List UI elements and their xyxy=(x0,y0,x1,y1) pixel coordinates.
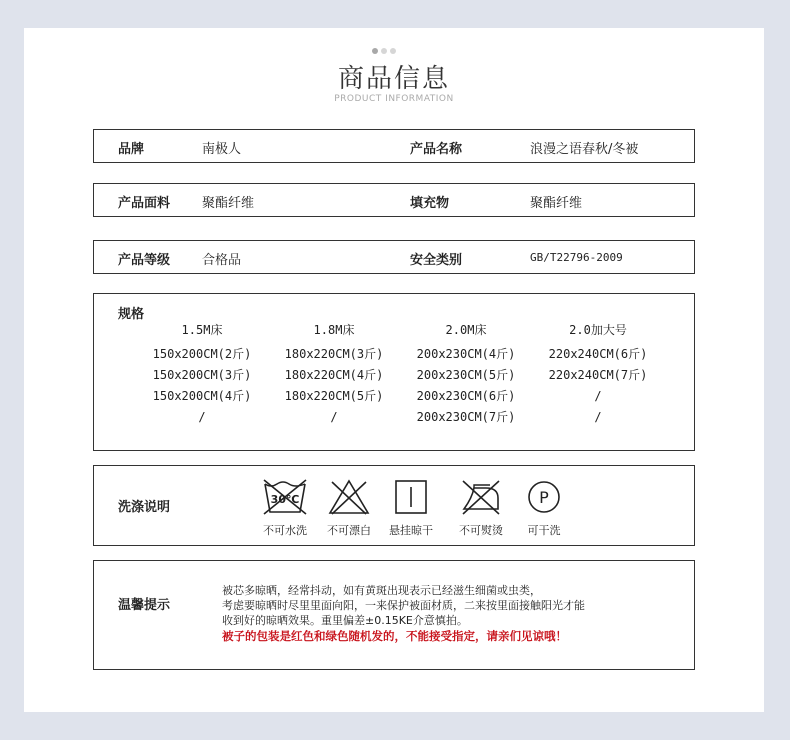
product-name-label: 产品名称 xyxy=(410,142,463,157)
wash-item xyxy=(318,478,380,538)
wash-item xyxy=(513,478,575,538)
spec-cell: / xyxy=(594,410,602,424)
carousel-dot[interactable] xyxy=(381,48,387,54)
filling-label: 填充物 xyxy=(410,196,450,211)
product-info-card xyxy=(24,28,764,712)
wash-label: 悬挂晾干 xyxy=(389,524,433,537)
wash-item xyxy=(450,478,512,538)
spec-column-2-0m xyxy=(396,345,536,429)
fabric-label: 产品面料 xyxy=(118,196,171,211)
spec-cell: / xyxy=(198,410,206,424)
tips-label: 温馨提示 xyxy=(118,598,171,613)
spec-cell: 150x200CM(2斤) xyxy=(152,347,252,361)
fabric-value: 聚酯纤维 xyxy=(202,196,255,211)
spec-cell: 150x200CM(3斤) xyxy=(152,368,252,382)
carousel-dot[interactable] xyxy=(372,48,378,54)
tip-line: 考虑要晾晒时尽里里面向阳，一来保护被面材质，二来按里面接触阳光才能 xyxy=(222,599,585,612)
wash-item xyxy=(254,478,316,538)
no-machine-wash-30c-icon xyxy=(262,478,308,516)
info-row-grade xyxy=(93,240,695,274)
no-iron-icon xyxy=(458,478,504,516)
spec-label: 规格 xyxy=(118,307,145,322)
product-name-value: 浪漫之语春秋/冬被 xyxy=(530,142,639,157)
carousel-dot[interactable] xyxy=(390,48,396,54)
spec-column-1-5m xyxy=(132,345,272,429)
wash-item xyxy=(380,478,442,538)
spec-column-2-0-large xyxy=(528,345,668,429)
spec-cell: / xyxy=(330,410,338,424)
spec-cell: 200x230CM(6斤) xyxy=(416,389,516,403)
page-subtitle: PRODUCT INFORMATION xyxy=(334,94,454,104)
tip-line: 收到好的晾晒效果。重里偏差±0.15KE介意慎拍。 xyxy=(222,614,468,627)
carousel-dots xyxy=(372,39,399,58)
spec-cell: 180x220CM(5斤) xyxy=(284,389,384,403)
wash-label: 不可漂白 xyxy=(327,524,371,537)
wash-label: 不可水洗 xyxy=(263,524,307,537)
safety-class-value: GB/T22796-2009 xyxy=(530,251,623,264)
grade-value: 合格品 xyxy=(202,253,242,268)
spec-cell: 180x220CM(3斤) xyxy=(284,347,384,361)
tip-line: 被芯多晾晒，经常抖动，如有黄斑出现表示已经滋生细菌或虫类， xyxy=(222,584,541,597)
bottom-strip xyxy=(0,712,790,740)
hang-dry-icon xyxy=(388,478,434,516)
spec-col-header: 2.0M床 xyxy=(445,323,487,337)
page-title: 商品信息 xyxy=(337,64,450,94)
washing-label: 洗涤说明 xyxy=(118,500,171,515)
spec-cell: 150x200CM(4斤) xyxy=(152,389,252,403)
spec-col-header: 1.5M床 xyxy=(181,323,223,337)
info-row-fabric xyxy=(93,183,695,217)
spec-cell: / xyxy=(594,389,602,403)
spec-cell: 220x240CM(7斤) xyxy=(548,368,648,382)
tips-section xyxy=(93,560,695,670)
safety-class-label: 安全类别 xyxy=(410,253,463,268)
spec-cell: 200x230CM(5斤) xyxy=(416,368,516,382)
wash-label: 不可熨烫 xyxy=(459,524,503,537)
brand-value: 南极人 xyxy=(202,142,242,157)
spec-column-1-8m xyxy=(264,345,404,429)
filling-value: 聚酯纤维 xyxy=(530,196,583,211)
brand-label: 品牌 xyxy=(118,142,145,157)
packaging-warning: 被子的包装是红色和绿色随机发的，不能接受指定，请亲们见谅哦！ xyxy=(222,629,567,643)
washing-section xyxy=(93,465,695,546)
wash-label: 可干洗 xyxy=(527,524,561,537)
svg-text:P: P xyxy=(539,488,549,507)
info-row-brand xyxy=(93,129,695,163)
dry-clean-p-icon xyxy=(521,478,567,516)
tips-body xyxy=(222,583,585,645)
spec-cell: 220x240CM(6斤) xyxy=(548,347,648,361)
spec-cell: 200x230CM(4斤) xyxy=(416,347,516,361)
no-bleach-icon xyxy=(326,478,372,516)
grade-label: 产品等级 xyxy=(118,253,171,268)
spec-cell: 200x230CM(7斤) xyxy=(416,410,516,424)
spec-col-header: 1.8M床 xyxy=(313,323,355,337)
spec-cell: 180x220CM(4斤) xyxy=(284,368,384,382)
svg-text:30℃: 30℃ xyxy=(270,493,300,506)
spec-col-header: 2.0加大号 xyxy=(569,323,627,337)
spec-section xyxy=(93,293,695,451)
